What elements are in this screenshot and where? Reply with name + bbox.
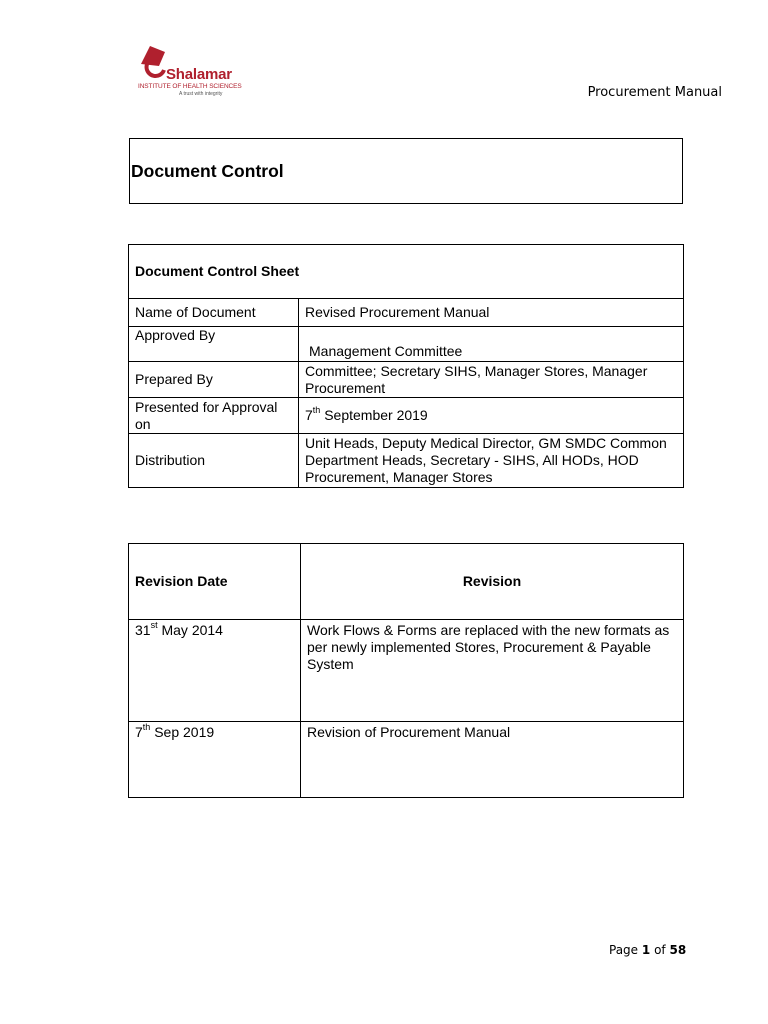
table-row xyxy=(129,398,684,434)
col-revision: Revision xyxy=(301,544,684,620)
page-number: 1 xyxy=(641,943,651,957)
table-row xyxy=(129,620,684,722)
row-value: Unit Heads, Deputy Medical Director, GM SMDC Common Department Heads, Secretary - SIHS, All HODs, HOD Procurement, Manager Stores xyxy=(299,434,684,488)
row-key: Prepared By xyxy=(129,362,299,398)
revision-text: Work Flows & Forms are replaced with the new formats as per newly implemented Stores, Procurement & Payable System xyxy=(301,620,684,722)
date-suffix: th xyxy=(312,405,321,415)
revision-text: Revision of Procurement Manual xyxy=(301,722,684,798)
revision-date xyxy=(129,620,301,722)
date-suffix: st xyxy=(150,620,158,630)
sheet-title-row xyxy=(129,245,684,299)
revision-table xyxy=(128,543,684,798)
page-total: 58 xyxy=(669,943,687,957)
sheet-title: Document Control Sheet xyxy=(129,245,684,299)
document-control-sheet xyxy=(128,244,684,488)
logo-tagline: A trust with integrity xyxy=(179,91,223,97)
shalamar-logo xyxy=(135,44,245,100)
row-value xyxy=(299,398,684,434)
date-day: 7 xyxy=(135,724,143,740)
logo-subtitle: INSTITUTE OF HEALTH SCIENCES xyxy=(138,83,242,90)
date-suffix: th xyxy=(142,722,151,732)
row-value: Revised Procurement Manual xyxy=(299,299,684,327)
date-rest: September 2019 xyxy=(320,407,428,423)
row-value: Committee; Secretary SIHS, Manager Stores, Manager Procurement xyxy=(299,362,684,398)
of-label: of xyxy=(654,943,666,957)
header-title: Procurement Manual xyxy=(587,85,722,100)
page-label: Page xyxy=(609,943,639,957)
row-key: Name of Document xyxy=(129,299,299,327)
table-row xyxy=(129,434,684,488)
date-day: 31 xyxy=(135,622,151,638)
row-key: Approved By xyxy=(129,327,299,362)
table-row xyxy=(129,722,684,798)
document-control-box xyxy=(129,138,683,204)
row-key: Distribution xyxy=(129,434,299,488)
row-key: Presented for Approval on xyxy=(129,398,299,434)
revision-date xyxy=(129,722,301,798)
document-control-heading: Document Control xyxy=(131,161,284,181)
row-value: Management Committee xyxy=(299,327,684,362)
col-revision-date: Revision Date xyxy=(129,544,301,620)
logo-name: Shalamar xyxy=(166,66,232,83)
date-rest: May 2014 xyxy=(157,622,223,638)
table-row xyxy=(129,299,684,327)
page-footer xyxy=(609,943,686,957)
date-rest: Sep 2019 xyxy=(150,724,215,740)
table-row xyxy=(129,327,684,362)
revision-header-row xyxy=(129,544,684,620)
date-day: 7 xyxy=(305,407,313,423)
table-row xyxy=(129,362,684,398)
